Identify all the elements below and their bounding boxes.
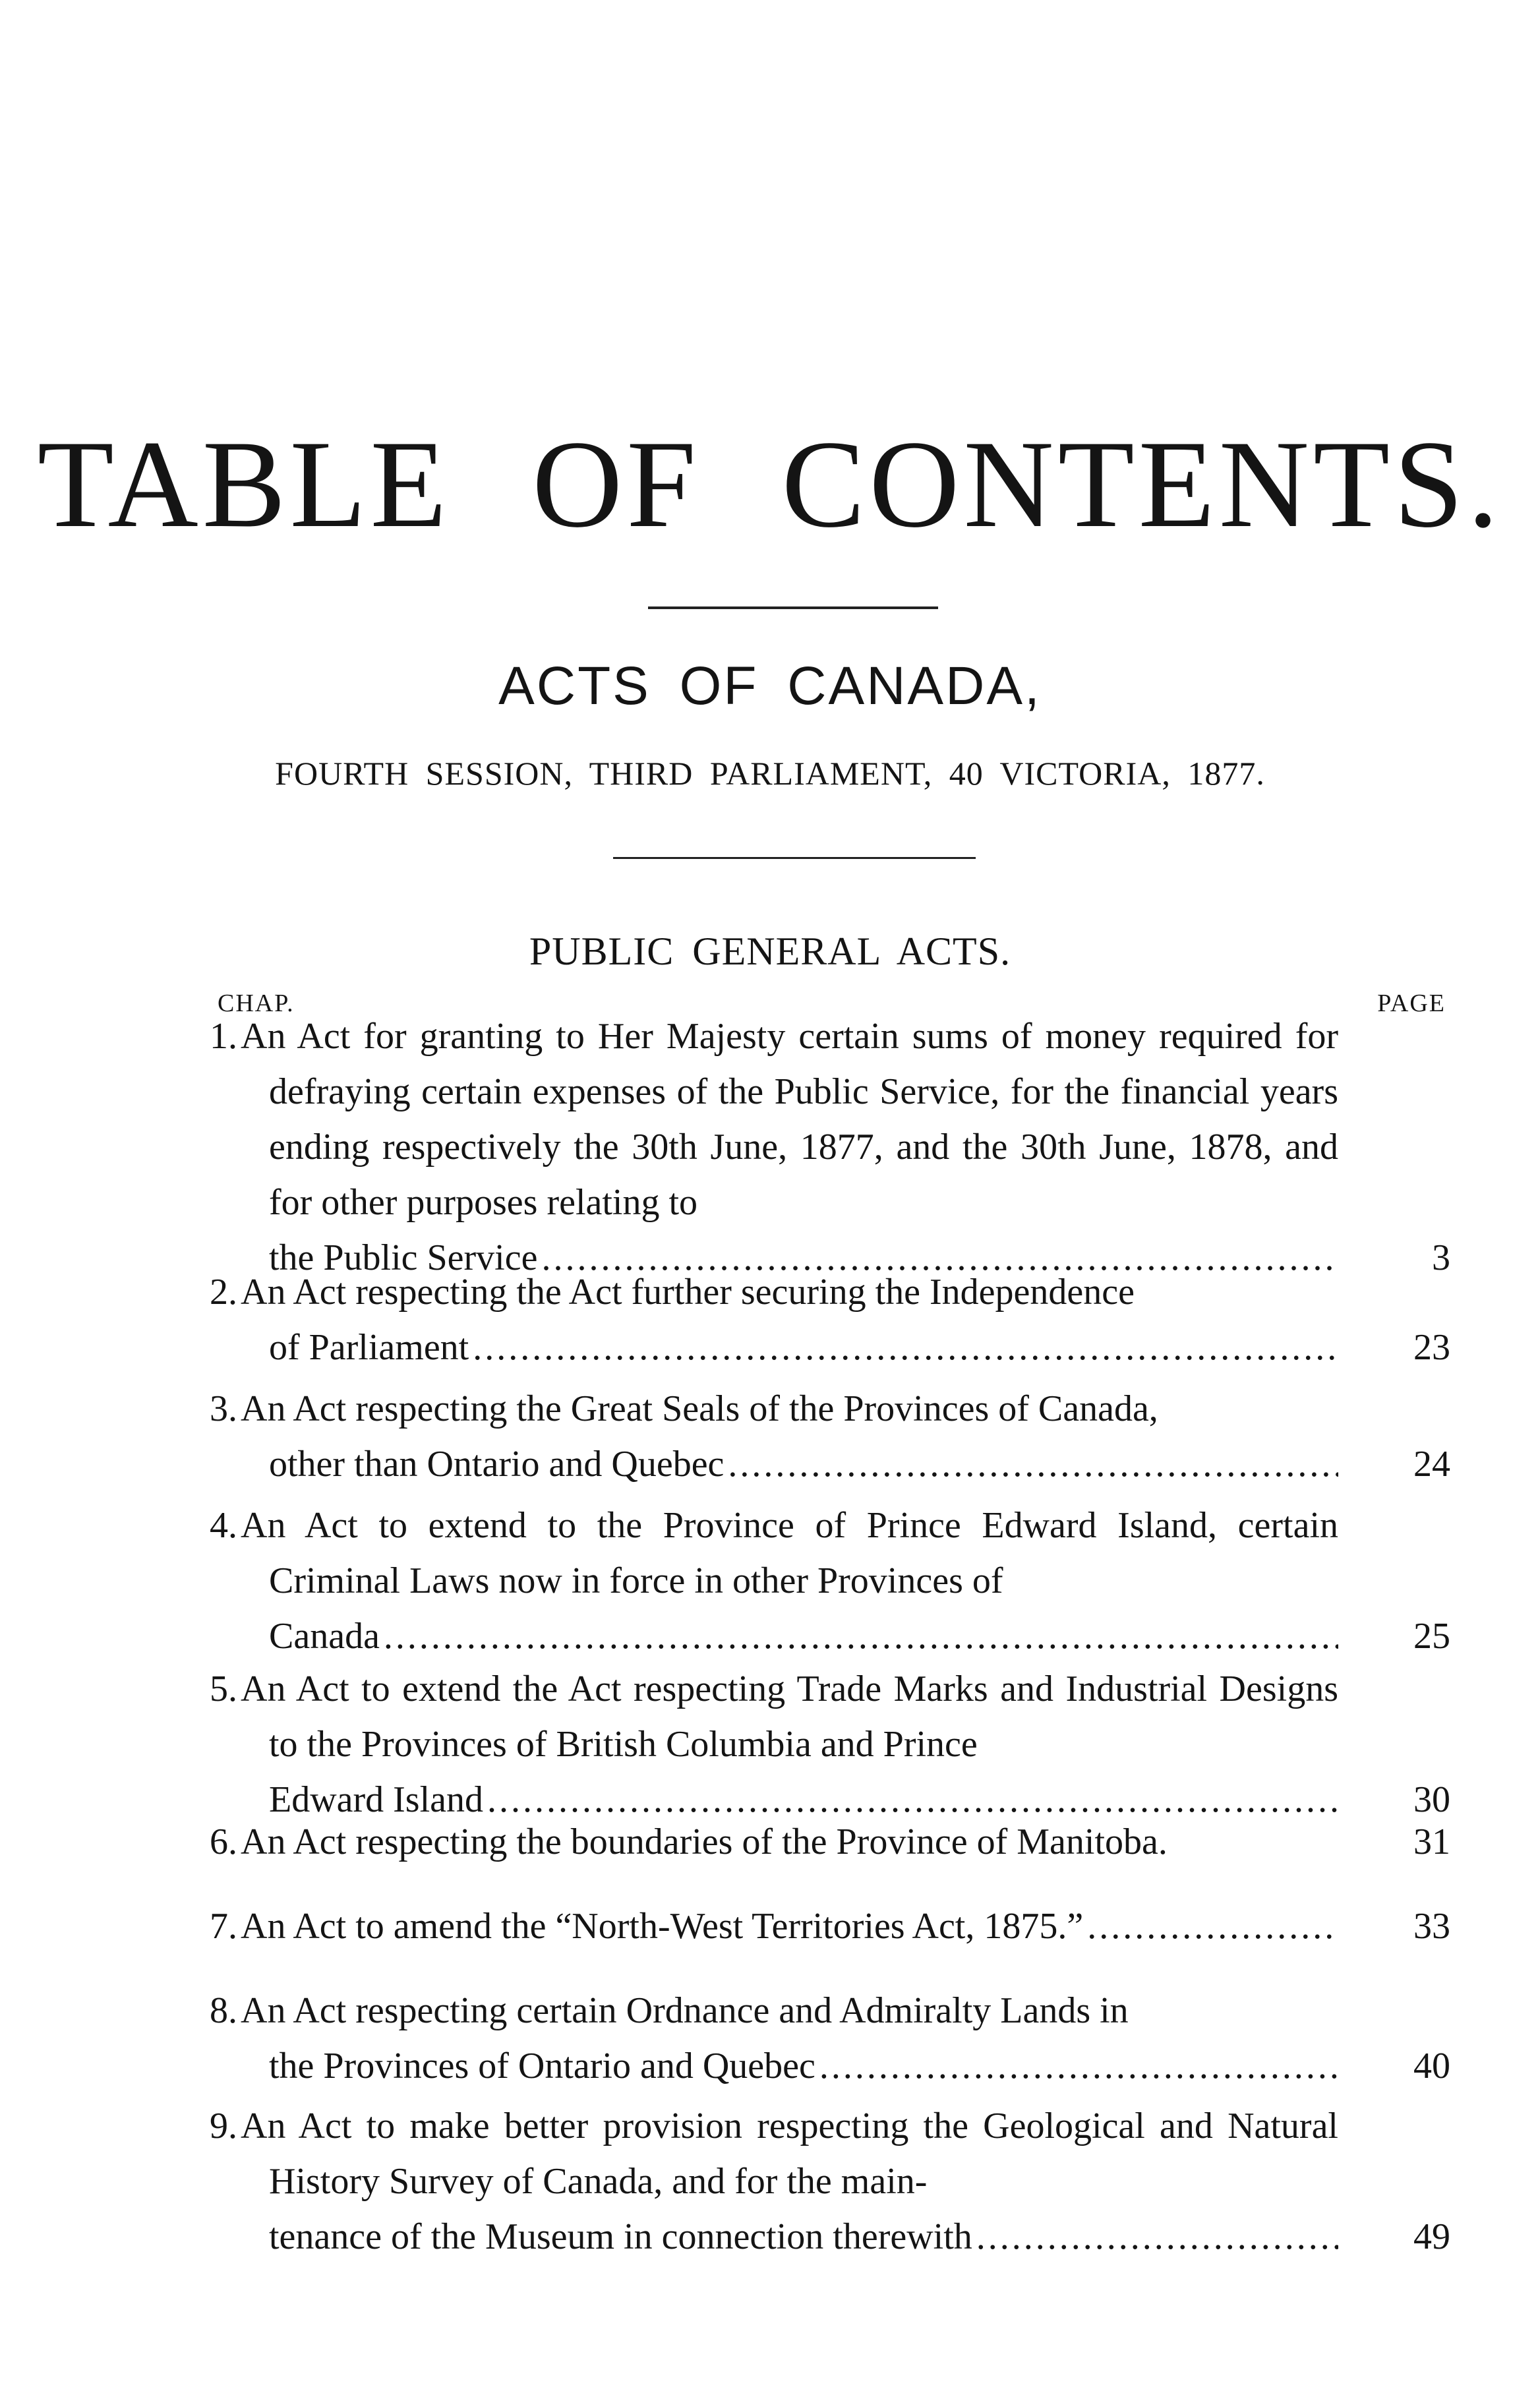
entry-title-end: of Parliament: [269, 1327, 469, 1368]
dot-leader: [976, 2209, 1338, 2264]
entry-leader-line: [241, 1814, 1338, 1870]
entry-leader-line: [241, 1320, 1338, 1375]
entry-text: [241, 1264, 1338, 1375]
page-number: 40: [1413, 2046, 1450, 2086]
section-rule: [613, 857, 976, 859]
entry-text: [241, 1009, 1338, 1285]
dot-leader: [473, 1320, 1338, 1375]
entry-title: An Act to extend to the Province of Prince Edward Island, certain Criminal Laws now in force in other Provinces of: [241, 1505, 1338, 1601]
dot-leader: [728, 1436, 1338, 1492]
entry-title-end: the Provinces of Ontario and Quebec: [269, 2046, 815, 2086]
entry-text: [241, 2098, 1338, 2264]
entry-title-end: tenance of the Museum in connection therewith: [269, 2216, 972, 2257]
chapter-number: 6.: [210, 1821, 237, 1862]
chap-column-header: CHAP.: [218, 990, 295, 1017]
entry-text: [241, 1899, 1338, 1954]
entry-title-end: Edward Island: [269, 1779, 484, 1820]
page-number: 30: [1413, 1779, 1450, 1820]
entry-title: An Act to extend the Act respecting Trade Marks and Industrial Designs to the Provinces of British Columbia and Prince: [241, 1669, 1338, 1765]
page-column-header: PAGE: [1377, 990, 1446, 1017]
page-number: 33: [1413, 1906, 1450, 1947]
entry-title: An Act respecting the boundaries of the Province of Manitoba.: [241, 1821, 1168, 1862]
entry-text: [241, 1381, 1338, 1492]
entry-leader-line: [241, 1436, 1338, 1492]
page-title: TABLE OF CONTENTS.: [37, 415, 1503, 554]
entry-title-end: Canada: [269, 1616, 380, 1657]
dot-leader: [819, 2038, 1338, 2094]
entry-title: An Act to make better provision respecting the Geological and Natural History Survey of Canada, and for the main-: [241, 2106, 1338, 2202]
session-line: FOURTH SESSION, THIRD PARLIAMENT, 40 VICTORIA, 1877.: [275, 755, 1265, 792]
entry-text: [241, 1498, 1338, 1664]
entry-leader-line: [241, 1899, 1338, 1954]
chapter-number: 7.: [210, 1906, 237, 1947]
chapter-number: 5.: [210, 1669, 237, 1709]
dot-leader: [384, 1609, 1338, 1664]
page-number: 24: [1413, 1444, 1450, 1485]
entry-leader-line: [241, 1609, 1338, 1664]
entry-title-end: the Public Service: [269, 1237, 538, 1278]
entry-title-end: other than Ontario and Quebec: [269, 1444, 725, 1485]
entry-text: [241, 1661, 1338, 1827]
page-number: 31: [1413, 1821, 1450, 1862]
chapter-number: 1.: [210, 1016, 237, 1057]
chapter-number: 8.: [210, 1990, 237, 2031]
chapter-number: 2.: [210, 1272, 237, 1313]
chapter-number: 9.: [210, 2106, 237, 2146]
page-number: 3: [1432, 1237, 1450, 1278]
entry-title: An Act respecting certain Ordnance and Admiralty Lands in: [241, 1990, 1129, 2031]
page-number: 25: [1413, 1616, 1450, 1657]
entry-title: An Act respecting the Great Seals of the Provinces of Canada,: [241, 1388, 1158, 1429]
entry-leader-line: [241, 2209, 1338, 2264]
page-number: 49: [1413, 2216, 1450, 2257]
entry-title: An Act for granting to Her Majesty certain sums of money required for defraying certain expenses of the Public Service, for the financial years ending respectively the 30th June, 1877, and the 30th June, 1878, and for other purposes relating to: [241, 1016, 1338, 1223]
subtitle: ACTS OF CANADA,: [498, 656, 1042, 716]
entry-title: An Act respecting the Act further securing the Independence: [241, 1272, 1135, 1313]
page-number: 23: [1413, 1327, 1450, 1368]
chapter-number: 4.: [210, 1505, 237, 1546]
dot-leader: [1087, 1899, 1338, 1954]
title-rule: [648, 606, 938, 609]
entry-title: An Act to amend the “North-West Territories Act, 1875.”: [241, 1906, 1084, 1947]
entry-leader-line: [241, 2038, 1338, 2094]
chapter-number: 3.: [210, 1388, 237, 1429]
section-title: PUBLIC GENERAL ACTS.: [529, 930, 1011, 973]
entry-text: [241, 1983, 1338, 2094]
entry-text: [241, 1814, 1338, 1870]
